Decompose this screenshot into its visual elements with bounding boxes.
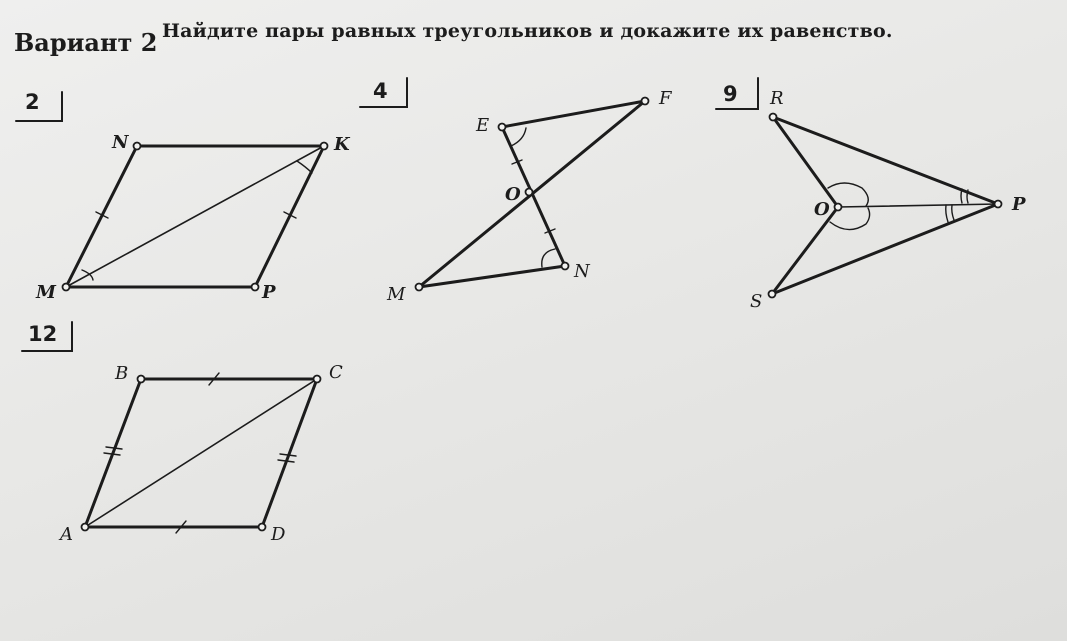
tick-cd-1 (280, 454, 296, 456)
label-n: N (112, 132, 129, 153)
label-f: F (659, 88, 672, 109)
label-p: P (262, 282, 276, 303)
angle-mark-p-top-1 (961, 189, 962, 203)
figure-12-parallelogram (85, 373, 317, 533)
problem-number-12: 12 (28, 322, 58, 346)
label-o: O (505, 184, 521, 205)
label-b: B (115, 363, 129, 384)
angle-mark-p-bottom-2 (952, 205, 954, 220)
angle-mark-p-top-2 (967, 190, 968, 203)
label-p-9: P (1012, 194, 1026, 215)
label-o-9: O (814, 199, 830, 220)
problem-number-9: 9 (723, 82, 738, 106)
problem-number-brackets (16, 78, 758, 351)
label-k: K (334, 134, 350, 155)
label-m: M (36, 282, 56, 303)
label-e: E (476, 115, 490, 136)
tick-cd-2 (278, 460, 294, 462)
angle-mark-p-bottom-1 (946, 205, 948, 222)
tick-ab-1 (106, 447, 122, 449)
label-r: R (770, 88, 784, 109)
label-a: A (60, 524, 73, 545)
figure-9-triangles (772, 117, 998, 294)
tick-ab-2 (104, 453, 120, 455)
label-m-4: M (387, 284, 406, 305)
angle-mark-e (511, 128, 526, 146)
label-c: C (329, 362, 343, 383)
angle-mark-n (542, 249, 555, 267)
angle-mark-k (297, 161, 312, 173)
label-n-4: N (574, 261, 590, 282)
figure-2-parallelogram (66, 146, 324, 287)
label-s: S (750, 291, 763, 312)
problem-number-2: 2 (25, 90, 40, 114)
vertex-points (63, 98, 1002, 531)
variant-title: Вариант 2 (14, 28, 158, 57)
problem-number-4: 4 (373, 79, 388, 103)
task-statement: Найдите пары равных треугольников и докажите их равенство. (162, 20, 893, 42)
label-d: D (271, 524, 286, 545)
